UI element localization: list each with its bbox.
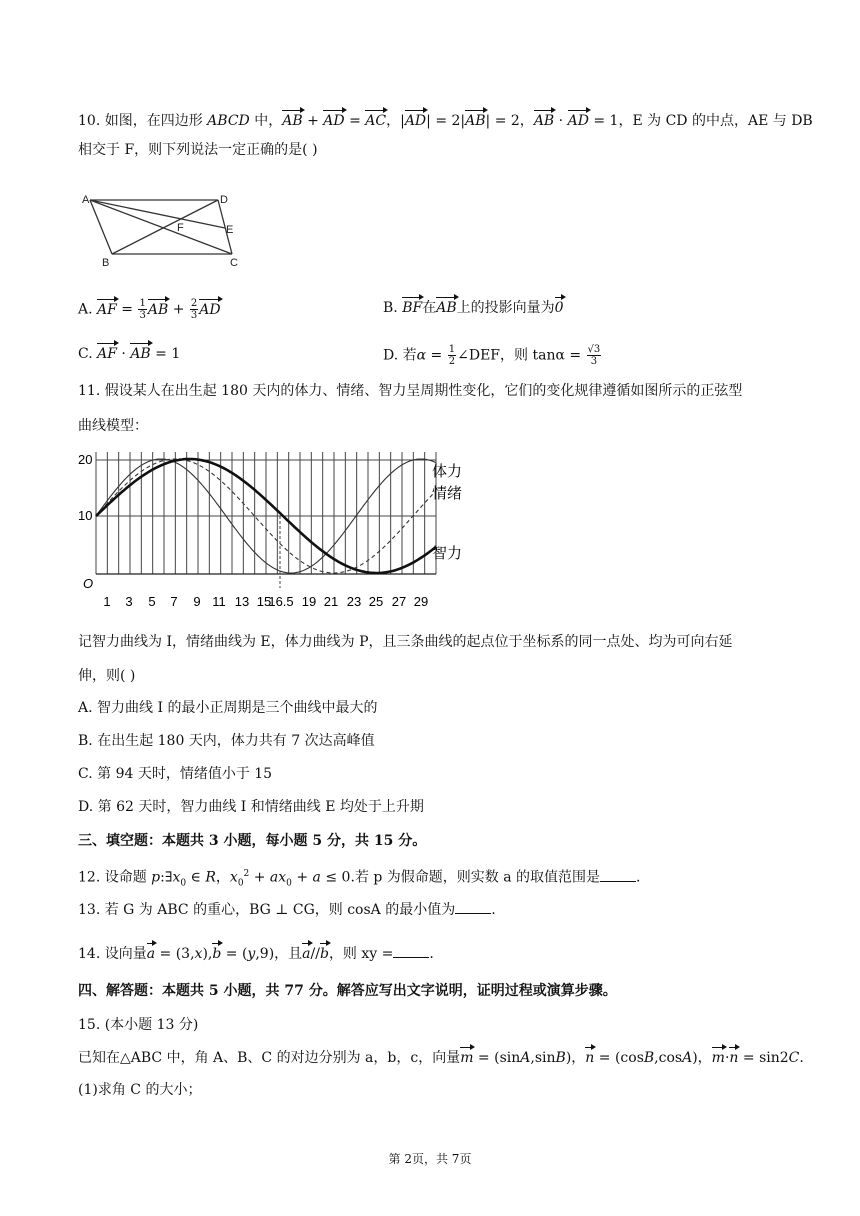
q15-stem: 已知在△ABC 中，角 A、B、C 的对边分别为 a，b，c，向量m = (sinA,sinB)，n = (cosB,cosA)，m·n = sin2C.	[78, 1050, 804, 1066]
curve-label-zhili: 智力	[432, 545, 463, 562]
q13-text: 13. 若 G 为 ABC 的重心，BG ⊥ CG，则 cosA 的最小值为	[78, 902, 456, 918]
q10-option-b: B. BF在AB上的投影向量为0	[383, 300, 564, 316]
q11-line4: 伸，则( )	[78, 668, 136, 684]
q14-suffix: ，则 xy =	[328, 946, 394, 962]
x-tick-label: 5	[148, 594, 156, 609]
x-tick-label: 3	[125, 594, 133, 609]
q10-option-a: A. AF = $\frac{1}{3}$ AB + $\frac{2}{3}$ AD	[78, 298, 221, 321]
q14-end: .	[429, 946, 434, 962]
q13-answer-blank[interactable]	[455, 899, 491, 914]
q12-text: .若 p 为假命题，则实数 a 的取值范围是	[350, 869, 601, 886]
x-tick-label: 19	[301, 594, 317, 609]
opt-b-text2: 上的投影向量为	[456, 300, 555, 316]
page-footer: 第 2页，共 7页	[388, 1152, 472, 1166]
fig-label-a: A	[82, 194, 90, 206]
q12-prefix: 12. 设命题	[78, 869, 147, 886]
q11-line3: 记智力曲线为 I，情绪曲线为 E，体力曲线为 P，且三条曲线的起点位于坐标系的同一点处、均为可向右延	[78, 634, 733, 650]
x-tick-label: 25	[368, 594, 384, 609]
q11-line2: 曲线模型：	[78, 418, 148, 434]
x-tick-label: 11	[212, 594, 226, 609]
fig-label-c: C	[230, 257, 238, 268]
x-tick-label: 15	[256, 594, 272, 609]
q14-mid: ，且	[274, 946, 303, 962]
opt-a-prefix: A.	[78, 301, 93, 318]
q13	[78, 899, 496, 920]
fig-label-e: E	[226, 224, 234, 236]
q12-answer-blank[interactable]	[600, 867, 636, 882]
q14-prefix: 14. 设向量	[78, 946, 147, 962]
q10-line1: 10. 如图，在四边形 ABCD 中，AB + AD = AC，|AD| = 2|AB| = 2，AB · AD = 1，E 为 CD 的中点，AE 与 DB	[78, 113, 813, 129]
opt-d-text: ，则 tanα =	[500, 347, 582, 364]
opt-c-prefix: C.	[78, 346, 93, 362]
q11-option-b: B. 在出生起 180 天内，体力共有 7 次达高峰值	[78, 733, 375, 749]
q10-stem-b: 中，	[254, 113, 283, 129]
fig-label-d: D	[220, 194, 228, 206]
x-tick-label: 27	[391, 594, 407, 609]
q11-option-d: D. 第 62 天时，智力曲线 I 和情绪曲线 E 均处于上升期	[78, 799, 424, 815]
q11-option-c: C. 第 94 天时，情绪值小于 15	[78, 766, 273, 782]
x-tick-label: 21	[323, 594, 339, 609]
x-tick-label: 1	[103, 594, 111, 609]
x-tick-label: 29	[413, 594, 429, 609]
x-tick-label: 13	[234, 594, 250, 609]
q10-line2: 相交于 F，则下列说法一定正确的是( )	[78, 142, 318, 158]
x-tick-label: 23	[346, 594, 362, 609]
x-tick-label: 7	[170, 594, 178, 609]
q12: 12. 设命题 $p:\exists x_0$ ∈ R，$x_0^2 + ax_0 + a \le 0$.若 p 为假命题，则实数 a 的取值范围是 .	[78, 864, 640, 893]
q13-end: .	[491, 902, 496, 918]
q10-stem-a: 10. 如图，在四边形	[78, 113, 203, 129]
curve-label-tili: 体力	[432, 463, 463, 480]
q10-figure	[80, 188, 250, 268]
y-tick-origin: O	[83, 576, 94, 591]
q10-option-c: C. AF · AB = 1	[78, 346, 181, 362]
q11-option-a: A. 智力曲线 I 的最小正周期是三个曲线中最大的	[78, 700, 378, 716]
q10-stem-c: ，E 为 CD 的中点，AE 与 DB	[618, 113, 813, 129]
q12-end: .	[636, 869, 641, 886]
x-tick-label: 16.5	[268, 594, 294, 609]
q11-line1: 11. 假设某人在出生起 180 天内的体力、情绪、智力呈周期性变化，它们的变化规律遵循如图所示的正弦型	[78, 383, 743, 399]
y-tick-10: 10	[78, 508, 93, 523]
q11-biorhythm-graph	[76, 448, 476, 614]
q14-answer-blank[interactable]	[393, 943, 429, 958]
section-3-heading: 三、填空题：本题共 3 小题，每小题 5 分，共 15 分。	[78, 833, 427, 849]
section-4-heading: 四、解答题：本题共 5 小题，共 77 分。解答应写出文字说明，证明过程或演算步骤。	[78, 983, 617, 999]
fig-label-f: F	[177, 222, 184, 234]
q15-title: 15. (本小题 13 分)	[78, 1017, 199, 1033]
fig-label-b: B	[102, 257, 110, 268]
opt-d-mid: ∠DEF	[457, 347, 501, 364]
opt-b-text: 在	[422, 300, 437, 316]
q15-part1: (1)求角 C 的大小；	[78, 1082, 202, 1098]
q15-stem-text: 已知在△ABC 中，角 A、B、C 的对边分别为 a，b，c，向量	[78, 1050, 461, 1066]
q10-option-d: D. 若α = $\frac{1}{2}$ ∠DEF，则 tanα = $\frac{√3}{3}$	[383, 344, 601, 367]
y-tick-20: 20	[78, 452, 93, 467]
curve-label-qingxu: 情绪	[432, 485, 463, 502]
q14: 14. 设向量a = (3,x),b = (y,9)，且a//b，则 xy = .	[78, 943, 434, 964]
opt-d-prefix: D. 若	[383, 347, 417, 364]
opt-b-prefix: B.	[383, 300, 398, 316]
x-tick-label: 9	[193, 594, 201, 609]
